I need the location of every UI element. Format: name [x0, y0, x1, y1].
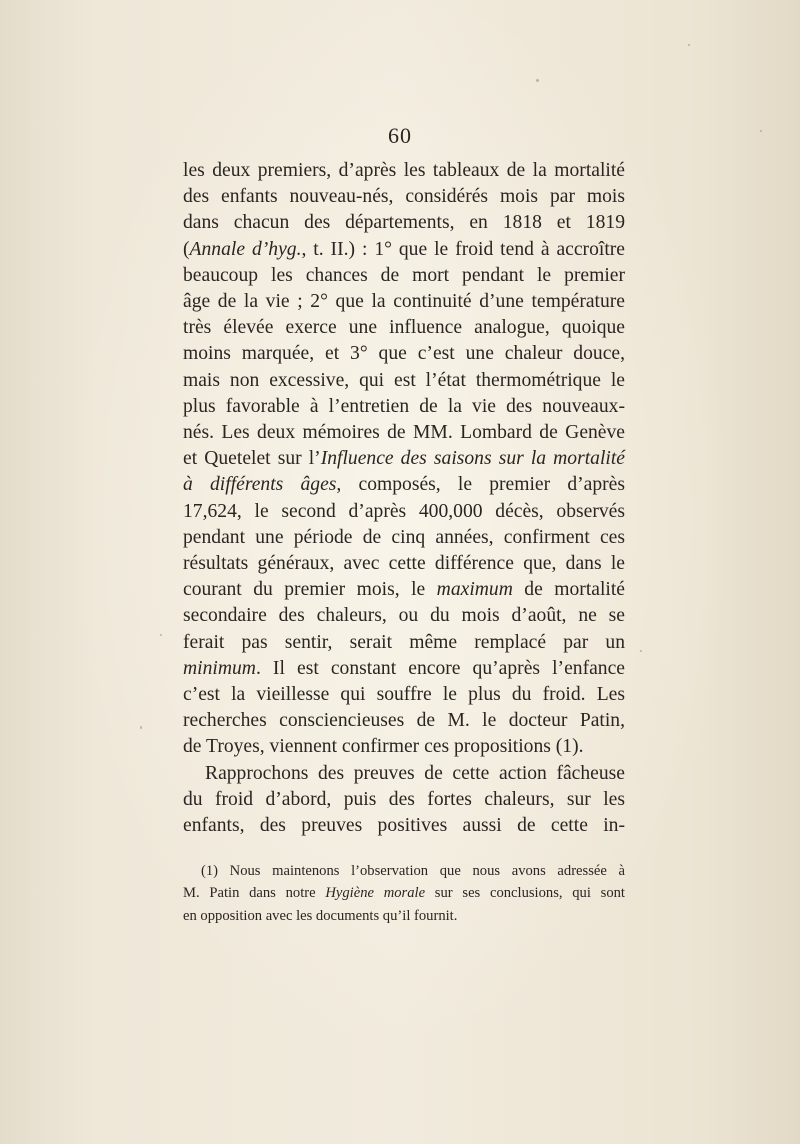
text-line: les deux premiers, d’après les tableaux de la mortalité — [183, 160, 625, 181]
paper-speck — [140, 726, 142, 729]
text-line: et Quetelet sur l’Influence des saisons sur la mortalité — [183, 448, 626, 470]
text-line: dans chacun des départements, en 1818 et 1819 — [183, 212, 625, 234]
text-line: du froid d’abord, puis des fortes chaleurs, sur les — [183, 788, 625, 810]
text-line: beaucoup les chances de mort pendant le premier — [183, 264, 625, 286]
text-line: âge de la vie ; 2° que la continuité d’une température — [183, 291, 625, 313]
text-line: c’est la vieillesse qui souffre le plus du froid. Les — [183, 684, 625, 706]
text-line: plus favorable à l’entretien de la vie des nouveaux- — [183, 395, 625, 417]
text-line: ferait pas sentir, serait même remplacé par un — [183, 631, 625, 653]
page-number: 60 — [388, 123, 412, 148]
text-line: courant du premier mois, le maximum de mortalité — [183, 579, 625, 601]
text-line: des enfants nouveau-nés, considérés mois par mois — [183, 186, 625, 208]
footnote-block — [183, 860, 625, 927]
paper-speck — [760, 130, 762, 132]
footnote-line: M. Patin dans notre Hygiène morale sur ses conclusions, qui sont — [183, 885, 625, 902]
text-line-paragraph-start: Rapprochons des preuves de cette action fâcheuse — [205, 762, 625, 784]
main-text-block — [183, 158, 625, 839]
text-line: enfants, des preuves positives aussi de cette in- — [183, 815, 625, 837]
text-line: à différents âges, composés, le premier d’après — [183, 474, 625, 496]
text-line: pendant une période de cinq années, confirment ces — [183, 526, 625, 548]
text-line: 17,624, le second d’après 400,000 décès, observés — [183, 500, 625, 522]
text-line: secondaire des chaleurs, ou du mois d’août, ne se — [183, 605, 625, 627]
paper-speck — [536, 79, 539, 82]
footnote-line: en opposition avec les documents qu’il fournit. — [183, 907, 458, 924]
text-line: (Annale d’hyg., t. II.) : 1° que le froid tend à accroître — [183, 238, 625, 260]
paper-speck — [640, 650, 642, 652]
text-line: très élevée exerce une influence analogue, quoique — [183, 317, 625, 339]
paper-speck — [160, 634, 162, 636]
text-line: mais non excessive, qui est l’état thermométrique le — [183, 369, 625, 391]
footnote-line: (1) Nous maintenons l’observation que nous avons adressée à — [201, 863, 625, 879]
text-line: moins marquée, et 3° que c’est une chaleur douce, — [183, 343, 625, 365]
text-line: recherches consciencieuses de M. le docteur Patin, — [183, 710, 625, 732]
text-line: de Troyes, viennent confirmer ces propositions (1). — [183, 736, 584, 758]
paper-speck — [688, 44, 690, 46]
text-line: résultats généraux, avec cette différence que, dans le — [183, 553, 625, 575]
text-line: minimum. Il est constant encore qu’après l’enfance — [183, 657, 625, 679]
text-line: nés. Les deux mémoires de MM. Lombard de Genève — [183, 422, 625, 444]
